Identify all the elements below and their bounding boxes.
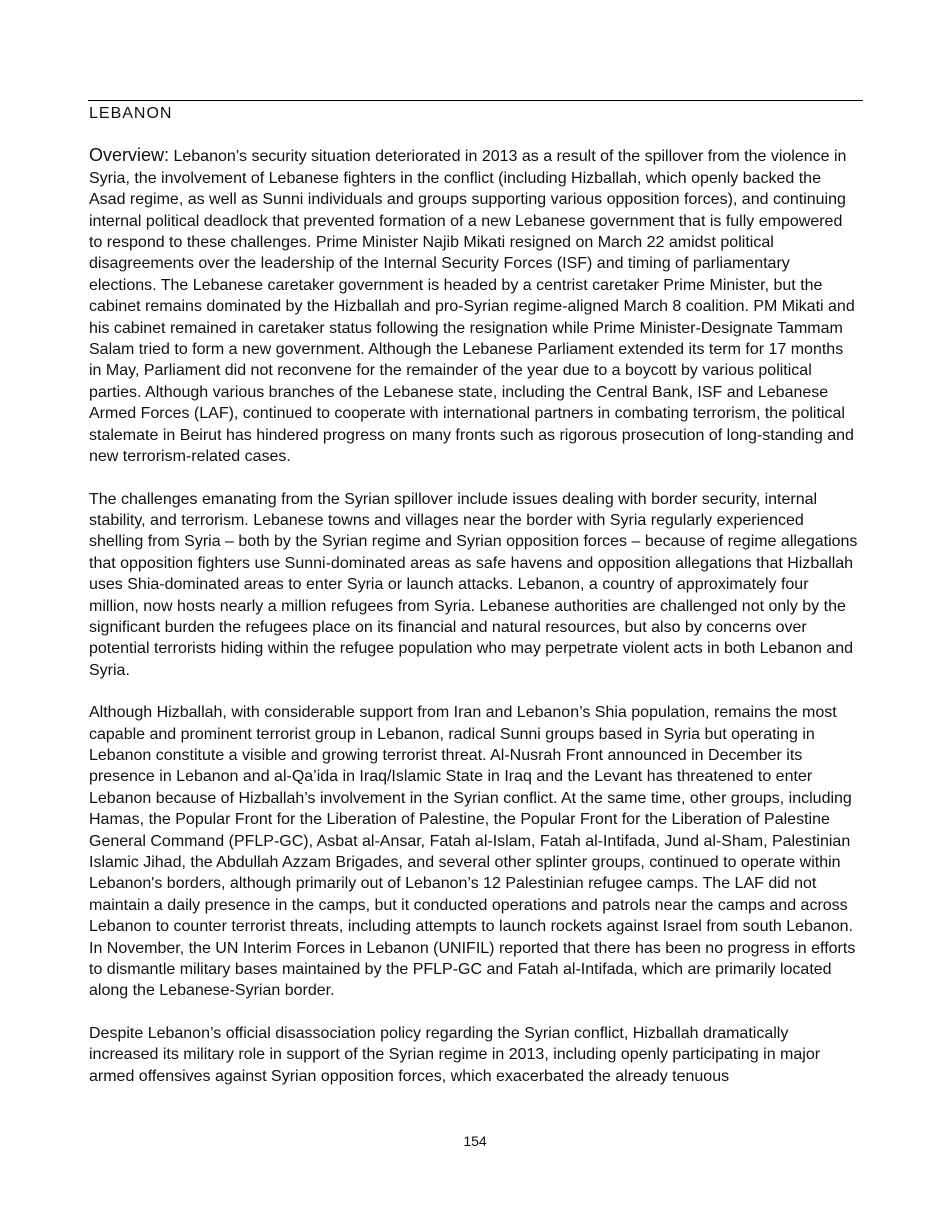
terrorist-groups-paragraph: Although Hizballah, with considerable support from Iran and Lebanon’s Shia population, remains the most capable and prominent terrorist group in Lebanon, radical Sunni groups based in Syria but operating in Lebanon constitute a visible and growing terrorist threat. Al-Nusrah Front announced in December its presence in Lebanon and al-Qa’ida in Iraq/Islamic State in Iraq and the Levant has threatened to enter Lebanon because of Hizballah’s involvement in the Syrian conflict. At the same time, other groups, including Hamas, the Popular Front for the Liberation of Palestine, the Popular Front for the Liberation of Palestine General Command (PFLP-GC), Asbat al-Ansar, Fatah al-Islam, Fatah al-Intifada, Jund al-Sham, Palestinian Islamic Jihad, the Abdullah Azzam Brigades, and several other splinter groups, continued to operate within Lebanon's borders, although primarily out of Lebanon’s 12 Palestinian refugee camps. The LAF did not maintain a daily presence in the camps, but it conducted operations and patrols near the camps and across Lebanon to counter terrorist threats, including attempts to launch rockets against Israel from south Lebanon. In November, the UN Interim Forces in Lebanon (UNIFIL) reported that there has been no progress in efforts to dismantle military bases maintained by the PFLP-GC and Fatah al-Intifada, which are primarily located along the Lebanese-Syrian border.: [89, 704, 856, 1000]
spillover-paragraph: The challenges emanating from the Syrian spillover include issues dealing with border security, internal stability, and terrorism. Lebanese towns and villages near the border with Syria regularly experienced shelling from Syria – both by the Syrian regime and Syrian opposition forces – because of regime allegations that opposition fighters use Sunni-dominated areas as safe havens and opposition allegations that Hizballah uses Shia-dominated areas to enter Syria or launch attacks. Lebanon, a country of approximately four million, now hosts nearly a million refugees from Syria. Lebanese authorities are challenged not only by the significant burden the refugees place on its financial and natural resources, but also by concerns over potential terrorists hiding within the refugee population who may perpetrate violent acts in both Lebanon and Syria.: [89, 490, 858, 679]
header-rule: [88, 100, 863, 101]
paragraph-text: Lebanon’s security situation deteriorated in 2013 as a result of the spillover from the violence in Syria, the involvement of Lebanese fighters in the conflict (including Hizballah, which openly backed the Asad regime, as well as Sunni individuals and groups supporting various opposition forces), and continuing internal political deadlock that prevented formation of a new Lebanese government that is fully empowered to respond to these challenges. Prime Minister Najib Mikati resigned on March 22 amidst political disagreements over the leadership of the Internal Security Forces (ISF) and timing of parliamentary elections. The Lebanese caretaker government is headed by a centrist caretaker Prime Minister, but the cabinet remains dominated by the Hizballah and pro-Syrian regime-aligned March 8 coalition. PM Mikati and his cabinet remained in caretaker status following the resignation while Prime Minister-Designate Tammam Salam tried to form a new government. Although the Lebanese Parliament extended its term for 17 months in May, Parliament did not reconvene for the remainder of the year due to a boycott by various political parties. Although various branches of the Lebanese state, including the Central Bank, ISF and Lebanese Armed Forces (LAF), continued to cooperate with international partners in combating terrorism, the political stalemate in Beirut has hindered progress on many fronts such as rigorous prosecution of long-standing and new terrorism-related cases.: [89, 148, 855, 466]
page-number: 154: [463, 1133, 487, 1149]
overview-label: Overview:: [89, 145, 170, 166]
overview-paragraph: [89, 145, 859, 467]
hizballah-paragraph: Despite Lebanon’s official disassociation policy regarding the Syrian conflict, Hizballah dramatically increased its military role in support of the Syrian regime in 2013, including openly participating in major armed offensives against Syrian opposition forces, which exacerbated the already tenuous: [89, 1024, 821, 1085]
section-heading: LEBANON: [89, 105, 173, 122]
document-body: [89, 103, 859, 1087]
